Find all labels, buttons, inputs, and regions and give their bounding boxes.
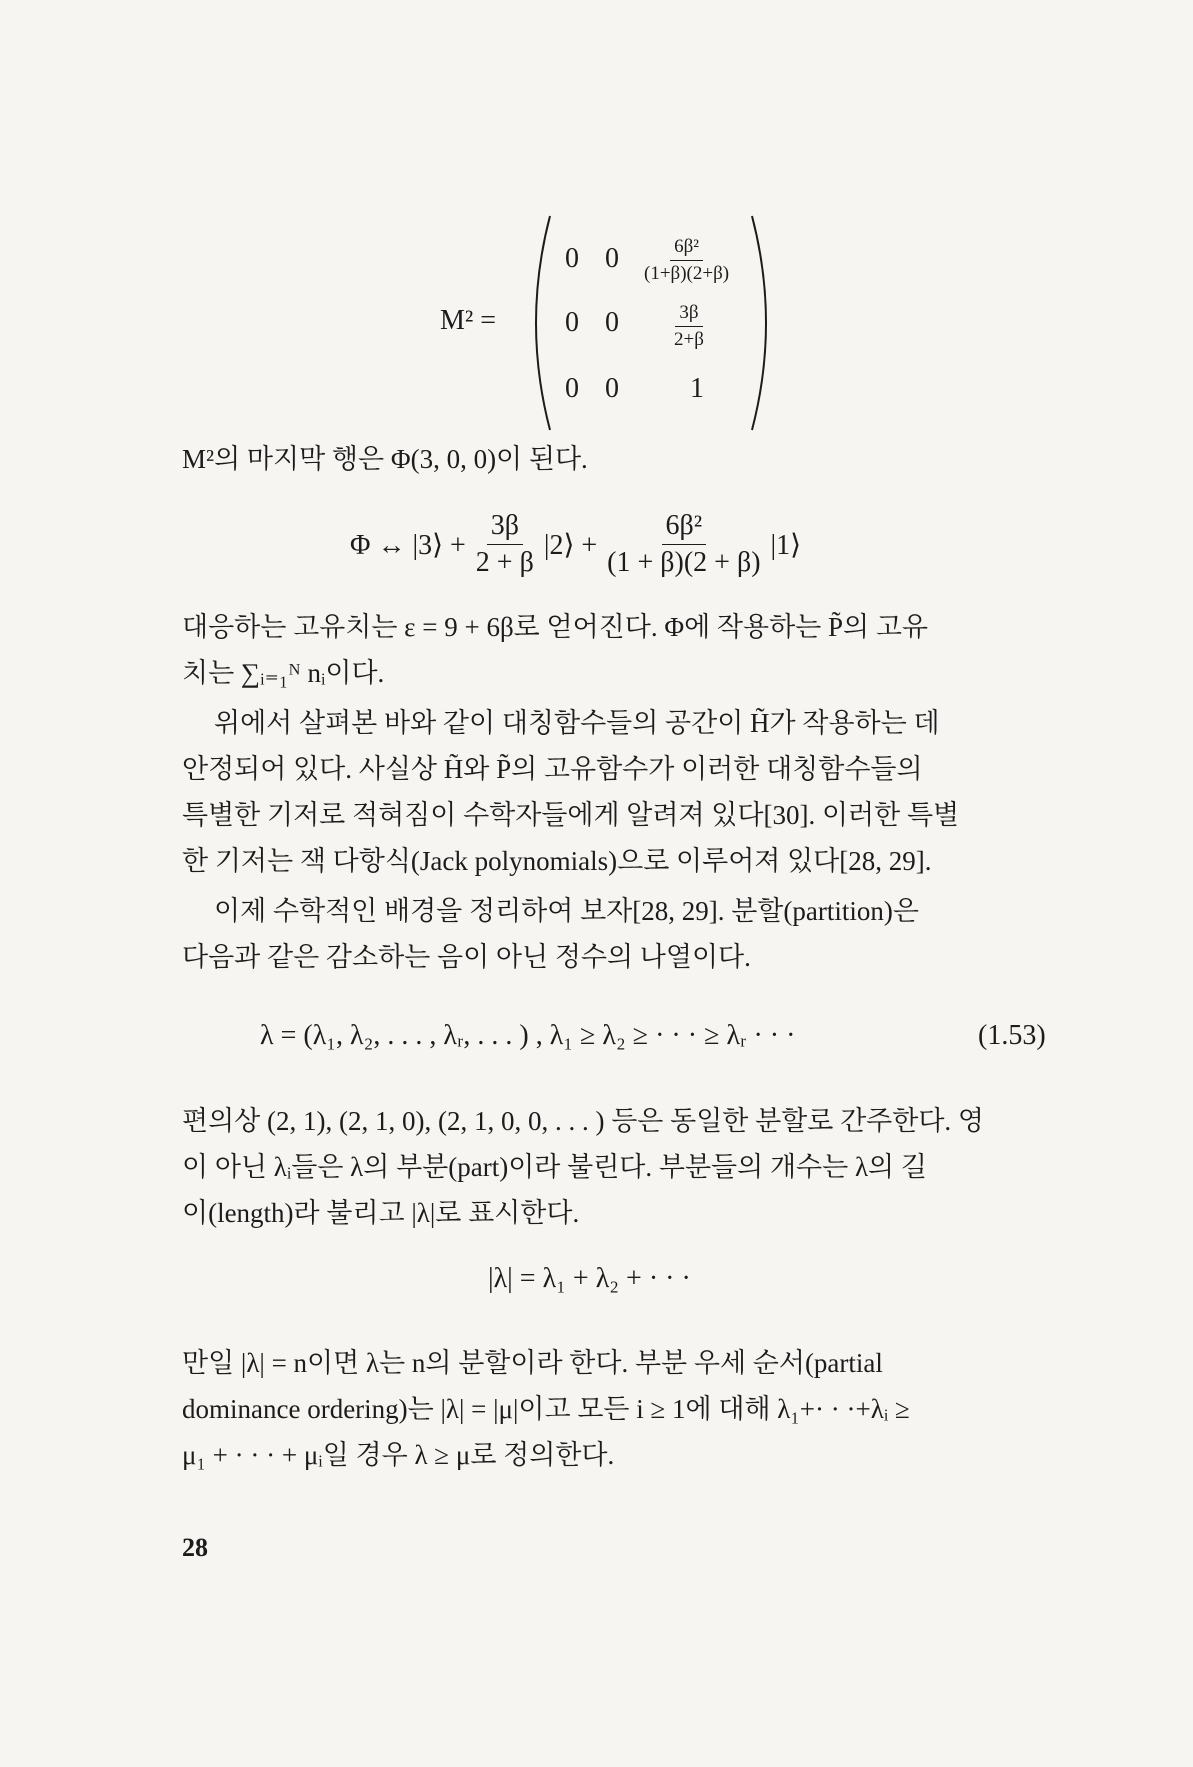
paragraph-2 [182, 604, 928, 696]
phi-frac-1 [472, 510, 538, 579]
matrix-lhs-text: M² = [440, 305, 497, 336]
equation-1-53 [260, 1020, 795, 1052]
para3-line-1: 위에서 살펴본 바와 같이 대칭함수들의 공간이 H̃가 작용하는 데 [214, 708, 940, 738]
right-paren [752, 216, 766, 430]
para2-line-2: 치는 ∑ᵢ₌₁ᴺ nᵢ이다. [182, 658, 385, 688]
phi-equation [350, 510, 801, 579]
matrix-r2-c2: 0 [605, 307, 619, 338]
para5-line-1: 편의상 (2, 1), (2, 1, 0), (2, 1, 0, 0, . . . ) 등은 동일한 분할로 간주한다. 영 [182, 1106, 985, 1136]
para6-line-2: dominance ordering)는 |λ| = |μ|이고 모든 i ≥ 1에 대해 λ₁+· · ·+λᵢ ≥ [182, 1394, 910, 1424]
phi-ket1: |1⟩ [770, 529, 802, 561]
paragraph-3 [182, 700, 959, 884]
para2-line-1: 대응하는 고유치는 ε = 9 + 6β로 얻어진다. Φ에 작용하는 P̃의 고유 [182, 612, 929, 642]
para3-line-4: 한 기저는 잭 다항식(Jack polynomials)으로 이루어져 있다[28, 29]. [182, 846, 932, 876]
equation-1-53-label: (1.53) [978, 1020, 1046, 1051]
phi-frac-2 [603, 510, 764, 579]
para3-line-3: 특별한 기저로 적혀짐이 수학자들에게 알려져 있다[30]. 이러한 특별 [182, 800, 960, 830]
matrix-r1-frac [640, 236, 733, 285]
para5-line-3: 이(length)라 불리고 |λ|로 표시한다. [182, 1198, 580, 1228]
matrix-r2-frac [670, 302, 708, 351]
p1-text: M²의 마지막 행은 Φ(3, 0, 0)이 된다. [182, 444, 588, 474]
matrix-r2-den: 2+β [674, 329, 704, 350]
para6-line-1: 만일 |λ| = n이면 λ는 n의 분할이라 한다. 부분 우세 순서(partial [182, 1348, 883, 1378]
phi-f2-num: 6β² [662, 510, 707, 545]
phi-f1-den: 2 + β [475, 547, 534, 578]
phi-f2-den: (1 + β)(2 + β) [607, 547, 761, 578]
matrix-r3-c3: 1 [690, 373, 704, 404]
para3-line-2: 안정되어 있다. 사실상 H̃와 P̃의 고유함수가 이러한 대칭함수들의 [182, 754, 923, 784]
para4-line-1: 이제 수학적인 배경을 정리하여 보자[28, 29]. 분할(partition)은 [214, 896, 919, 926]
eq153-body: λ = (λ₁, λ₂, . . . , λᵣ, . . . ) , λ₁ ≥ λ₂ ≥ · · · ≥ λᵣ · · · [260, 1020, 796, 1051]
phi-lhs: Φ ↔ |3⟩ + [350, 529, 466, 561]
matrix-r2-c1: 0 [565, 307, 579, 338]
para4-line-2: 다음과 같은 감소하는 음이 아닌 정수의 나열이다. [182, 942, 751, 972]
matrix-r3-c1: 0 [565, 373, 579, 404]
matrix-r1-num: 6β² [670, 236, 703, 261]
matrix-r1-den: (1+β)(2+β) [644, 263, 730, 284]
para6-line-3: μ₁ + · · · + μᵢ일 경우 λ ≥ μ로 정의한다. [182, 1440, 615, 1470]
para5-line-2: 이 아닌 λᵢ들은 λ의 부분(part)이라 불린다. 부분들의 개수는 λ의 길 [182, 1152, 927, 1182]
phi-ket2: |2⟩ + [543, 529, 598, 561]
matrix-lhs [440, 305, 496, 337]
paragraph-4 [182, 888, 919, 980]
page-number: 28 [182, 1533, 208, 1562]
phi-f1-num: 3β [487, 510, 523, 545]
matrix-r1-c2: 0 [605, 243, 619, 274]
left-paren [536, 216, 550, 430]
paragraph-1 [182, 436, 588, 482]
paragraph-6 [182, 1340, 910, 1478]
equation-abs-lambda: |λ| = λ₁ + λ₂ + · · · [488, 1263, 691, 1294]
matrix-r1-c1: 0 [565, 243, 579, 274]
matrix-r3-c2: 0 [605, 373, 619, 404]
matrix-r2-num: 3β [675, 302, 702, 327]
paragraph-5 [182, 1098, 984, 1236]
